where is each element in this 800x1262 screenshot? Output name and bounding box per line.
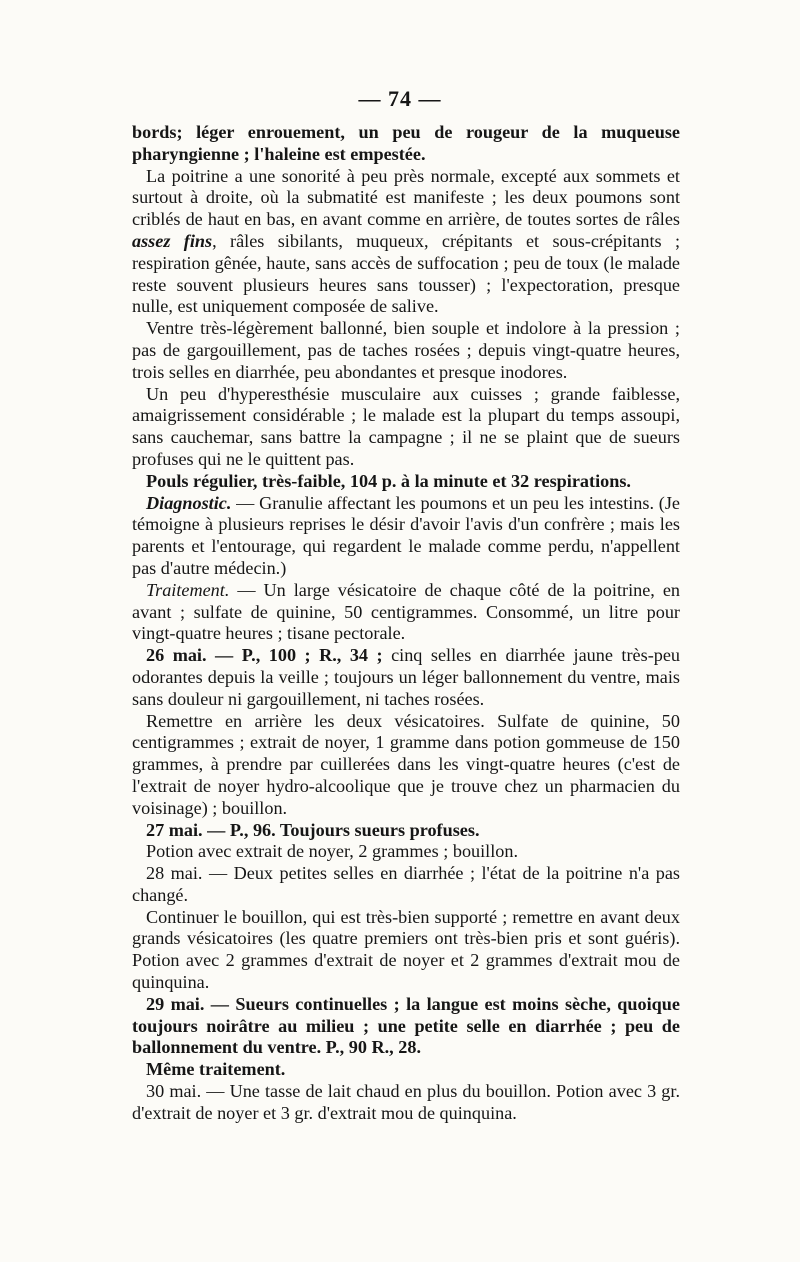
page-number: — 74 — — [358, 86, 442, 111]
text-run: cinq selles en diarrhée jaune très-peu odorantes depuis la veille ; toujours un léger ballonnement du ventre, mais sans douleur ni gargouillement, ni taches rosées. — [132, 645, 681, 709]
paragraph — [132, 711, 680, 820]
paragraph — [132, 318, 680, 383]
text-run: Remettre en arrière les deux vésicatoires. Sulfate de quinine, 50 centigrammes ; extrait de noyer, 1 gramme dans potion gommeuse de 150 grammes, à prendre par cuillerées dans les vingt-quatre heures (c'est de l'extrait de noyer hydro-alcoolique que je trouve chez un pharmacien du voisinage) ; bouillon. — [132, 710, 680, 818]
text-run: bords; léger enrouement, un peu de rougeur de la muqueuse pharyngienne ; l'haleine est empestée. — [132, 122, 680, 164]
text-run: Un peu d'hyperesthésie musculaire aux cuisses ; grande faiblesse, amaigrissement considérable ; le malade est la plupart du temps assoupi, sans cauchemar, sans battre la campagne ; il ne se plaint que de sueurs profuses qui ne le quittent pas. — [132, 383, 680, 469]
text-run: Continuer le bouillon, qui est très-bien supporté ; remettre en avant deux grands vésicatoires (les quatre premiers ont très-bien pris et sont guéris). Potion avec 2 grammes d'extrait de noyer et 2 grammes d'extrait mou de quinquina. — [132, 906, 680, 993]
text-run: Diagnostic. — [146, 492, 232, 513]
text-run: 29 mai. — Sueurs continuelles ; la langue est moins sèche, quoique toujours noirâtre au milieu ; une petite selle en diarrhée ; peu de ballonnement du ventre. P., 90 R., 28. — [132, 993, 680, 1058]
paragraph — [132, 994, 680, 1059]
text-run: Traitement. — [146, 579, 230, 600]
text-run: Potion avec extrait de noyer, 2 grammes ; bouillon. — [146, 841, 519, 862]
text-run: — Granulie affectant les poumons et un peu les intestins. (Je témoigne à plusieurs reprises le désir d'avoir l'avis d'un confrère ; mais les parents et l'entourage, qui regardent le malade comme perdu, n'appellent pas d'autre médecin.) — [132, 492, 680, 578]
paragraph — [132, 166, 680, 319]
text-run: — Un large vésicatoire de chaque côté de la poitrine, en avant ; sulfate de quinine, 50 centigrammes. Consommé, un litre pour vingt-quatre heures ; tisane pectorale. — [132, 579, 680, 644]
body-text — [132, 122, 680, 1125]
paragraph — [132, 863, 680, 907]
paragraph — [132, 493, 680, 580]
paragraph — [132, 471, 680, 493]
text-run: Même traitement. — [146, 1059, 286, 1080]
paragraph — [132, 122, 680, 166]
text-run: 27 mai. — P., 96. Toujours sueurs profuses. — [146, 819, 480, 840]
text-run: 28 mai. — Deux petites selles en diarrhée ; l'état de la poitrine n'a pas changé. — [132, 863, 680, 905]
paragraph — [132, 580, 680, 645]
paragraph — [132, 820, 680, 842]
text-run: Pouls régulier, très-faible, 104 p. à la minute et 32 respirations. — [146, 470, 631, 491]
text-run: assez fins — [132, 230, 213, 251]
text-run: 30 mai. — Une tasse de lait chaud en plus du bouillon. Potion avec 3 gr. d'extrait de noyer et 3 gr. d'extrait mou de quinquina. — [132, 1081, 680, 1123]
paragraph — [132, 645, 680, 710]
text-run: La poitrine a une sonorité à peu près normale, excepté aux sommets et surtout à droite, où la submatité est manifeste ; les deux poumons sont criblés de haut en bas, en avant comme en arrière, de toutes sortes de râles — [132, 165, 680, 230]
text-run: 26 mai. — P., 100 ; R., 34 ; — [146, 645, 383, 666]
paragraph — [132, 384, 680, 471]
paragraph — [132, 841, 680, 863]
paragraph — [132, 907, 680, 994]
text-run: , râles sibilants, muqueux, crépitants et sous-crépitants ; respiration gênée, haute, sans accès de suffocation ; peu de toux (le malade reste souvent plusieurs heures sans tousser) ; l'expectoration, presque nulle, est uniquement composée de salive. — [132, 230, 681, 317]
paragraph — [132, 1059, 680, 1081]
paragraph — [132, 1081, 680, 1125]
text-run: Ventre très-légèrement ballonné, bien souple et indolore à la pression ; pas de gargouillement, pas de taches rosées ; depuis vingt-quatre heures, trois selles en diarrhée, peu abondantes et presque inodores. — [132, 318, 680, 382]
